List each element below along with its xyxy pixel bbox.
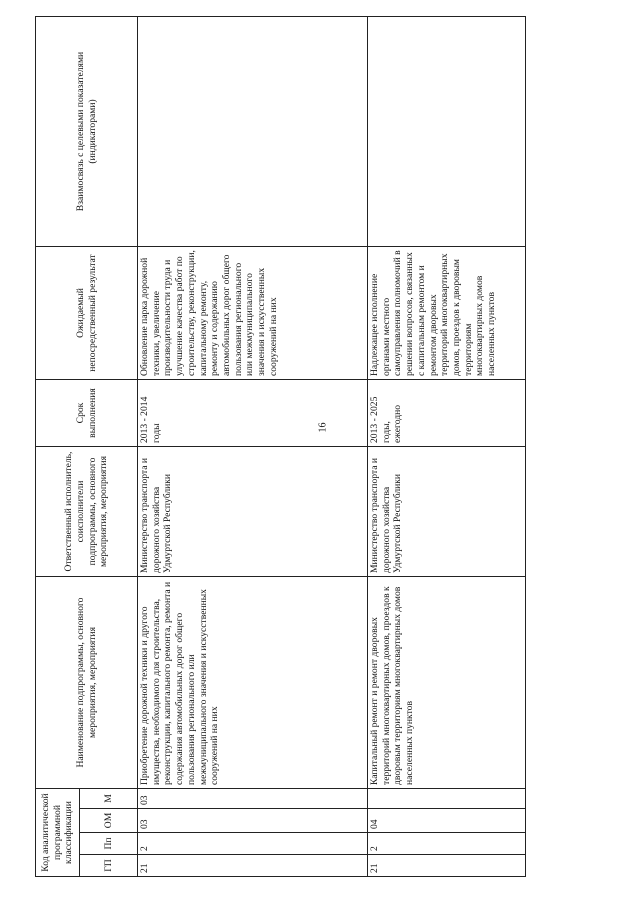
header-gp: ГП <box>80 855 138 877</box>
cell-responsible: Министерство транспорта и дорожного хозяйства Удмуртской Республики <box>368 447 526 577</box>
cell-name: Капитальный ремонт и ремонт дворовых территорий многоквартирных домов, проездов к дворовым территориям многоквартирных домов населенных пунктов <box>368 577 526 789</box>
rotated-table-container <box>35 17 525 877</box>
cell-m: 03 <box>138 789 368 809</box>
header-result: Ожидаемый непосредственный результат <box>36 247 138 380</box>
cell-m <box>368 789 526 809</box>
header-term: Срок выполнения <box>36 380 138 447</box>
cell-link <box>368 17 526 247</box>
header-responsible: Ответственный исполнитель, соисполнители подпрограммы, основного мероприятия, мероприятия <box>36 447 138 577</box>
header-m: М <box>80 789 138 809</box>
cell-pp: 2 <box>138 833 368 855</box>
cell-term: 2013 - 2025 годы, ежегодно <box>368 380 526 447</box>
cell-gp: 21 <box>368 855 526 877</box>
page-number: 16 <box>317 422 329 432</box>
program-activities-table <box>35 16 526 877</box>
cell-result: Обновление парка дорожной техники, увеличение производительности труда и улучшение качества работ по строительству, реконструкции, капитальному ремонту, ремонту и содержанию автомобильных дорог общего пользования регионального или межмуниципального значения и искусственных сооружений на них <box>138 247 368 380</box>
cell-name: Приобретение дорожной техники и другого имущества, необходимого для строительства, реконструкции, капитального ремонта, ремонта и содержания автомобильных дорог общего пользования регионального или межмуниципального значения и искусственных сооружений на них <box>138 577 368 789</box>
header-om: ОМ <box>80 809 138 833</box>
header-pp: Пп <box>80 833 138 855</box>
cell-term: 2013 - 2014 годы <box>138 380 368 447</box>
header-code-group: Код аналитической программной классификации <box>36 789 80 877</box>
table-row <box>138 17 368 877</box>
cell-result: Надлежащее исполнение органами местного самоуправления полномочий в решении вопросов, связанных с капитальным ремонтом и ремонтом дворовых территорий многоквартирных домов, проездов к дворовым территориям многоквартирных домов населенных пунктов <box>368 247 526 380</box>
cell-om: 04 <box>368 809 526 833</box>
cell-link <box>138 17 368 247</box>
cell-gp: 21 <box>138 855 368 877</box>
cell-pp: 2 <box>368 833 526 855</box>
table-row <box>368 17 526 877</box>
cell-om: 03 <box>138 809 368 833</box>
cell-responsible: Министерство транспорта и дорожного хозяйства Удмуртской Республики <box>138 447 368 577</box>
header-name: Наименование подпрограммы, основного мероприятия, мероприятия <box>36 577 138 789</box>
header-row-1 <box>36 17 80 877</box>
header-link: Взаимосвязь с целевыми показателями (индикаторами) <box>36 17 138 247</box>
